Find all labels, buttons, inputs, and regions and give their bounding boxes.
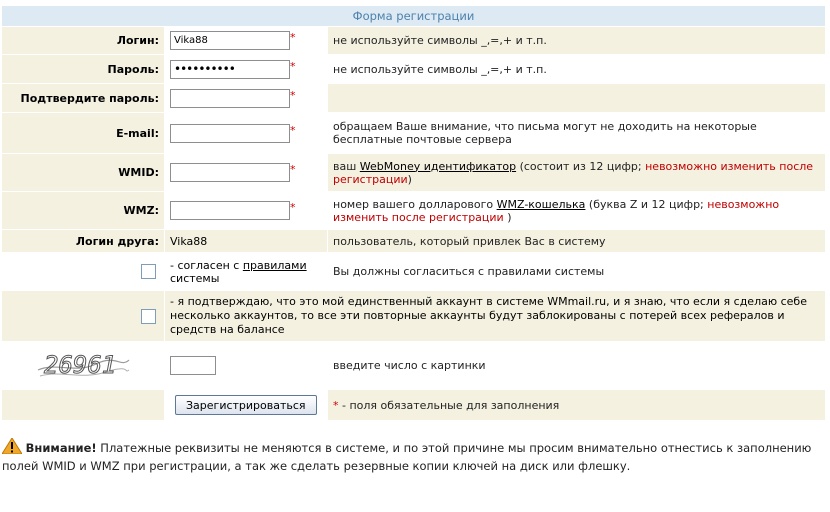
email-input[interactable] [170, 124, 290, 143]
wmid-input[interactable] [170, 163, 290, 182]
form-title: Форма регистрации [2, 6, 825, 26]
wmid-label: WMID: [2, 154, 164, 191]
warning-icon [2, 438, 22, 454]
login-input[interactable] [170, 31, 290, 50]
required-star: * [290, 31, 296, 44]
captcha-image [36, 344, 131, 384]
required-star: * [290, 59, 296, 73]
single-account-text: - я подтверждаю, что это мой единственный аккаунт в системе WMmail.ru, и я знаю, что если я сделаю себе несколько аккаунтов, то все эти повторные аккаунты будут заблокированы с потерей всех рефералов и средств на балансе [165, 291, 825, 341]
wmid-warning: невозможно изменить после регистрации [333, 159, 814, 186]
captcha-text: 26961 [43, 351, 116, 379]
password-input[interactable] [170, 60, 290, 79]
registration-form [1, 5, 826, 421]
wmz-label: WMZ: [2, 192, 164, 229]
required-star: * [290, 163, 296, 176]
wmz-hint: номер вашего долларового WMZ-кошелька (буква Z и 12 цифр; невозможно изменить после регистрации ) [328, 192, 825, 229]
wmid-hint: ваш WebMoney идентификатор (состоит из 12 цифр; невозможно изменить после регистрации) [328, 154, 825, 191]
captcha-input[interactable] [170, 356, 216, 375]
wmz-wallet-link[interactable]: WMZ-кошелька [496, 197, 586, 211]
captcha-hint: введите число с картинки [328, 342, 825, 389]
friend-login-label: Логин друга: [2, 230, 164, 252]
friend-login-hint: пользователь, который привлек Вас в систему [328, 230, 825, 252]
required-star: * [290, 88, 296, 102]
register-button[interactable]: Зарегистрироваться [175, 395, 317, 415]
password-label: Пароль: [2, 55, 164, 83]
required-note: * - поля обязательные для заполнения [328, 390, 825, 420]
rules-checkbox[interactable] [141, 264, 156, 279]
email-hint: обращаем Ваше внимание, что письма могут не доходить на некоторые бесплатные почтовые сервера [328, 113, 825, 153]
wmz-input[interactable] [170, 201, 290, 220]
warning-text: Платежные реквизиты не меняются в системе, и по этой причине мы просим внимательно отнестись к заполнению полей WMID и WMZ при регистрации, а так же сделать резервные копии ключей на диск или флешку. [2, 441, 812, 473]
confirm-password-input[interactable] [170, 89, 290, 108]
login-label: Логин: [2, 27, 164, 54]
password-hint: не используйте символы _,=,+ и т.п. [328, 55, 825, 83]
rules-hint: Вы должны согласиться с правилами системы [328, 253, 825, 290]
single-account-checkbox[interactable] [141, 309, 156, 324]
wmz-warning: невозможно изменить после регистрации [333, 197, 780, 224]
warning-block [2, 438, 820, 475]
required-star: * [290, 201, 296, 214]
email-label: E-mail: [2, 113, 164, 153]
friend-login-value: Vika88 [165, 230, 327, 252]
warning-title: Внимание! [25, 441, 97, 455]
confirm-password-label: Подтвердите пароль: [2, 84, 164, 112]
required-star: * [290, 123, 296, 137]
rules-agreement: - согласен с правилами системы [165, 253, 327, 290]
login-hint: не используйте символы _,=,+ и т.п. [328, 27, 825, 54]
webmoney-id-link[interactable]: WebMoney идентификатор [359, 159, 517, 173]
rules-link[interactable]: правилами [242, 258, 307, 272]
